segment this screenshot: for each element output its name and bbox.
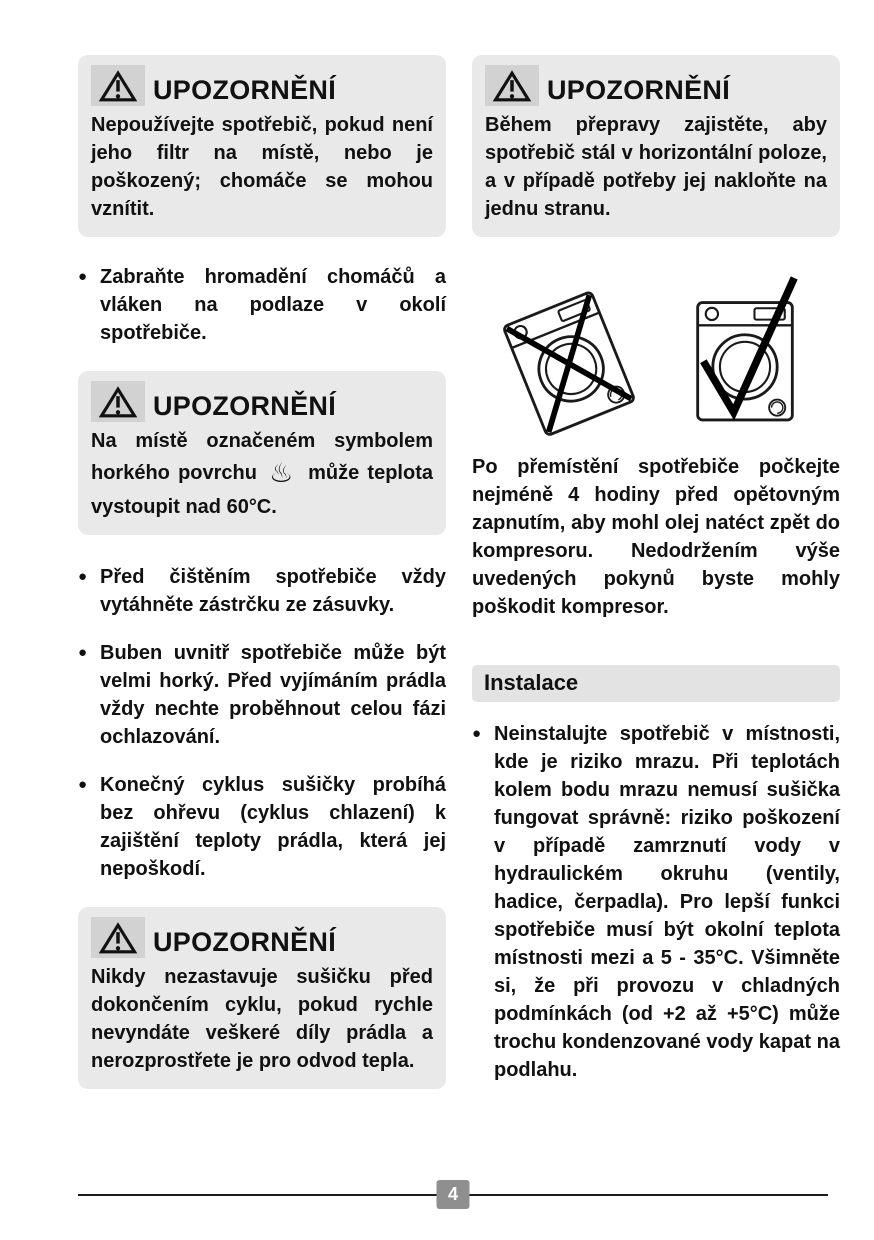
- bullet-text-drum-hot: Buben uvnitř spotřebiče může být velmi horký. Před vyjímáním prádla vždy nechte proběhnout celou fázi ochlazování.: [100, 641, 446, 748]
- warning-header: [91, 381, 433, 422]
- warning-box-stop: [78, 907, 446, 1089]
- bullet-icon: [78, 771, 100, 883]
- warning-triangle-icon: [91, 917, 145, 958]
- right-column: [472, 55, 840, 1089]
- warning-title: UPOZORNĚNÍ: [153, 75, 337, 105]
- hot-surface-text-before: Na místě označeném symbolem horkého povrchu: [91, 430, 433, 484]
- bullet-icon: [78, 639, 100, 751]
- warning-text-transport: Během přepravy zajistěte, aby spotřebič stál v horizontální poloze, a v případě potřeby jej nakloňte na jednu stranu.: [485, 114, 827, 220]
- page-number: 4: [437, 1180, 470, 1209]
- list-item-lint: [78, 263, 446, 347]
- warning-box-hot-surface: [78, 371, 446, 535]
- bullet-icon: [78, 263, 100, 347]
- warning-title: UPOZORNĚNÍ: [153, 926, 337, 957]
- two-column-layout: [78, 55, 842, 1089]
- correct-upright-dryer-illustration: [692, 270, 798, 426]
- warning-box-transport: [472, 55, 840, 237]
- bullet-text-cooling-cycle: Konečný cyklus sušičky probíhá bez ohřevu (cyklus chlazení) k zajištění teploty prádla, která jej nepoškodí.: [100, 773, 446, 880]
- list-item-unplug: [78, 563, 446, 619]
- page-footer: [78, 1180, 828, 1212]
- warning-header: [91, 917, 433, 958]
- warning-title: UPOZORNĚNÍ: [547, 75, 731, 105]
- list-item-cooling-cycle: [78, 771, 446, 883]
- warning-box-filter: [78, 55, 446, 237]
- hot-surface-text-after: může teplota vystoupit nad 60°C.: [91, 462, 433, 518]
- hot-surface-icon: ♨: [269, 458, 296, 488]
- list-item-installation: [472, 720, 840, 1084]
- warning-header: [91, 65, 433, 106]
- warning-title: UPOZORNĚNÍ: [153, 391, 337, 421]
- left-column: [78, 55, 446, 1089]
- warning-text-stop: Nikdy nezastavuje sušičku před dokončením cyklu, pokud rychle nevyndáte veškeré díly prádla a nerozprostřete je pro odvod tepla.: [91, 965, 433, 1072]
- bullet-text-unplug: Před čištěním spotřebiče vždy vytáhněte zástrčku ze zásuvky.: [100, 565, 446, 616]
- bullet-text-installation: Neinstalujte spotřebič v místnosti, kde je riziko mrazu. Při teplotách kolem bodu mrazu nemusí sušička fungovat správně: riziko poškození v případě zamrznutí vody v hydraulickém okruhu (ventily, hadice, čerpadla). Pro lepší funkci spotřebiče musí být okolní teplota místnosti mezi a 5 - 35°C. Všimněte si, že při provozu v chladných podmínkách (od +2 až +5°C) může trochu kondenzované vody kapat na podlahu.: [494, 723, 840, 1081]
- warning-text-hot-surface: [91, 427, 433, 521]
- crossed-out-tilted-dryer-illustration: [514, 270, 620, 426]
- section-header-instalace: Instalace: [472, 665, 840, 702]
- compressor-paragraph: Po přemístění spotřebiče počkejte nejméně 4 hodiny před opětovným zapnutím, aby mohl olej natéct zpět do kompresoru. Nedodržením výše uvedených pokynů byste mohly poškodit kompresor.: [472, 456, 840, 618]
- bullet-text-lint: Zabraňte hromadění chomáčů a vláken na podlaze v okolí spotřebiče.: [100, 266, 446, 344]
- list-item-drum-hot: [78, 639, 446, 751]
- warning-triangle-icon: [91, 65, 145, 106]
- transport-illustrations: [472, 257, 840, 439]
- bullet-icon: [78, 563, 100, 619]
- warning-header: [485, 65, 827, 106]
- warning-triangle-icon: [91, 381, 145, 422]
- bullet-icon: [472, 720, 494, 1084]
- warning-text-filter: Nepoužívejte spotřebič, pokud není jeho filtr na místě, nebo je poškozený; chomáče se mohou vznítit.: [91, 114, 433, 220]
- warning-triangle-icon: [485, 65, 539, 106]
